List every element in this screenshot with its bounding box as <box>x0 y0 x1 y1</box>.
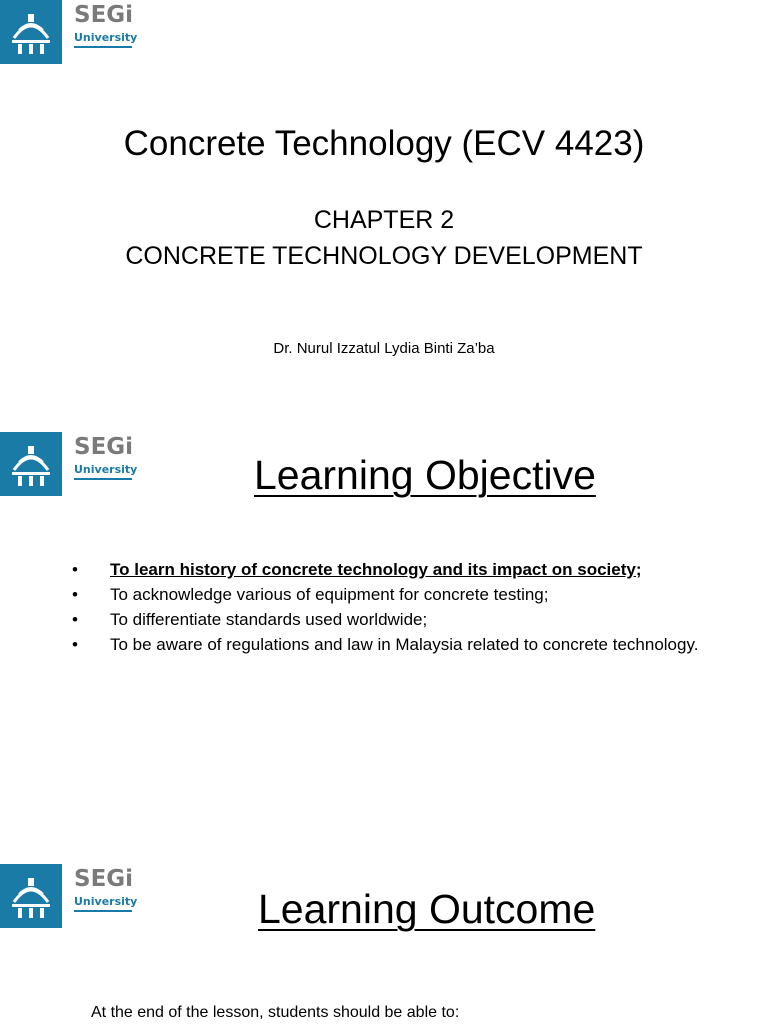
objective-text: To learn history of concrete technology and its impact on society; <box>110 560 642 579</box>
segi-logo <box>0 864 140 930</box>
objective-text: To be aware of regulations and law in Malaysia related to concrete technology. <box>110 635 699 654</box>
segi-emblem-icon <box>0 864 62 928</box>
bullet-icon: • <box>72 560 78 579</box>
objective-text: To acknowledge various of equipment for concrete testing; <box>110 585 549 604</box>
course-title: Concrete Technology (ECV 4423) <box>123 124 645 163</box>
objective-item <box>72 632 712 657</box>
bullet-icon: • <box>72 585 78 604</box>
logo-wordmark: SEGi <box>74 434 134 460</box>
segi-emblem-icon <box>0 0 62 64</box>
outcome-intro: At the end of the lesson, students should be able to: <box>91 1004 460 1021</box>
logo-wordmark: SEGi <box>74 866 134 892</box>
objective-item <box>72 607 712 632</box>
objective-item <box>72 557 712 582</box>
chapter-number: CHAPTER 2 <box>313 206 455 234</box>
title-slide <box>0 0 768 432</box>
slide-heading: Learning Outcome <box>258 886 596 932</box>
bullet-icon: • <box>72 635 78 654</box>
logo-subtitle: University <box>74 31 132 48</box>
segi-logo <box>0 0 140 66</box>
logo-subtitle: University <box>74 895 132 912</box>
author-name: Dr. Nurul Izzatul Lydia Binti Za’ba <box>273 340 495 357</box>
segi-emblem-icon <box>0 432 62 496</box>
objective-item <box>72 582 712 607</box>
learning-objective-slide <box>0 432 768 864</box>
segi-logo <box>0 432 140 498</box>
objective-text: To differentiate standards used worldwide; <box>110 610 428 629</box>
slide-heading: Learning Objective <box>254 452 596 498</box>
bullet-icon: • <box>72 610 78 629</box>
logo-subtitle: University <box>74 463 132 480</box>
learning-outcome-slide <box>0 864 768 1024</box>
chapter-title: CONCRETE TECHNOLOGY DEVELOPMENT <box>125 242 643 270</box>
objectives-list <box>72 557 712 657</box>
logo-wordmark: SEGi <box>74 2 134 28</box>
